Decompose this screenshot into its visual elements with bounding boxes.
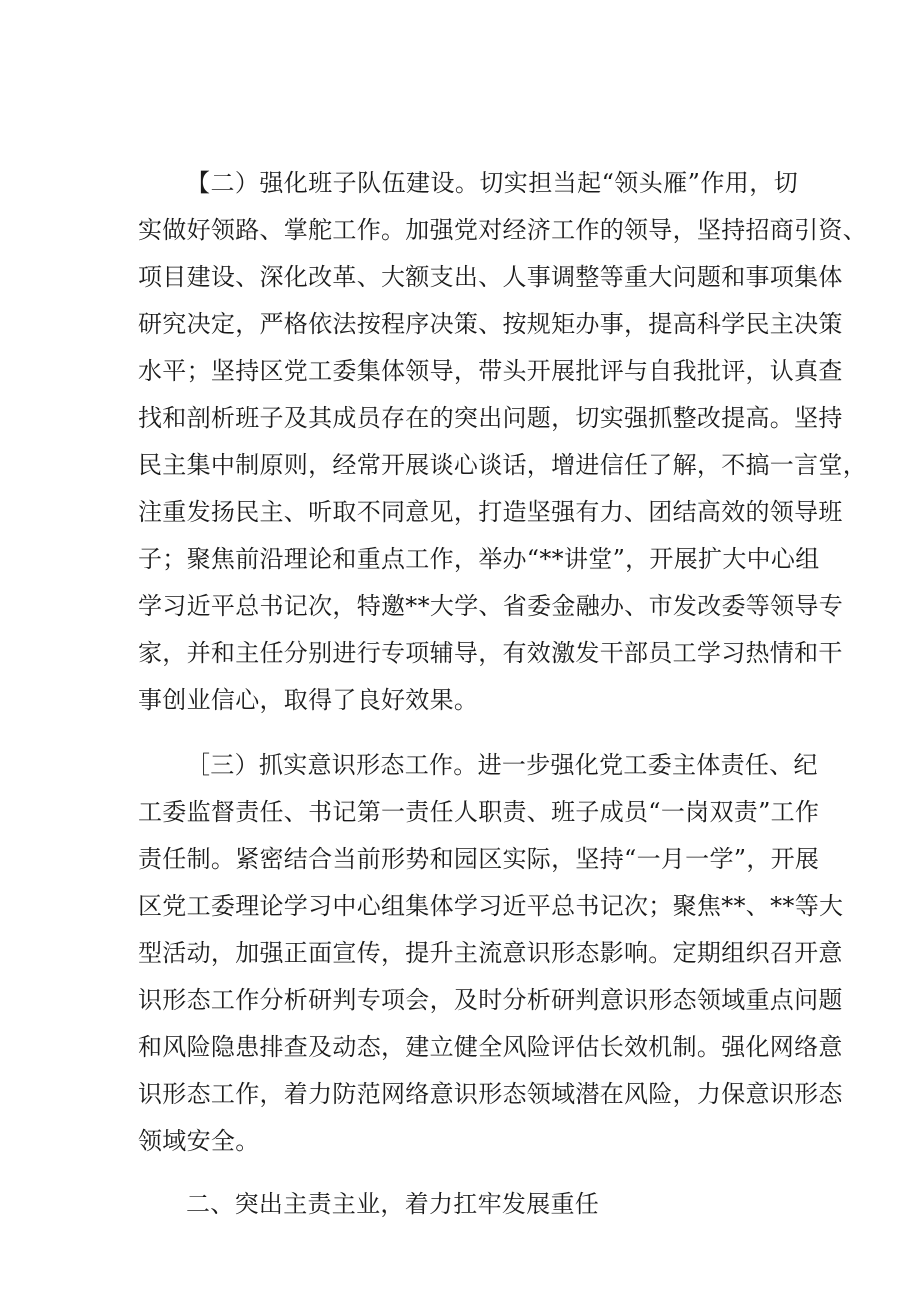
paragraph-line: 研究决定，严格依法按程序决策、按规矩办事，提高科学民主决策 — [138, 310, 843, 338]
paragraph-line: 子；聚焦前沿理论和重点工作，举办“**讲堂”，开展扩大中心组 — [138, 545, 820, 573]
paragraph-line: 和风险隐患排查及动态，建立健全风险评估长效机制。强化网络意 — [138, 1033, 843, 1061]
paragraph-line: 学习近平总书记次，特邀**大学、省委金融办、市发改委等领导专 — [138, 592, 843, 620]
paragraph-line: 【二）强化班子队伍建设。切实担当起“领头雁”作用，切 — [186, 169, 798, 197]
paragraph-line: 注重发扬民主、听取不同意见，打造坚强有力、团结高效的领导班 — [138, 498, 843, 526]
paragraph-line: 民主集中制原则，经常开展谈心谈话，增进信任了解，不搞一言堂， — [138, 451, 867, 479]
paragraph-line: 工委监督责任、书记第一责任人职责、班子成员“一岗双责”工作 — [138, 798, 820, 826]
paragraph-line: 事创业信心，取得了良好效果。 — [138, 686, 479, 714]
paragraph-line: 型活动，加强正面宣传，提升主流意识形态影响。定期组织召开意 — [138, 939, 843, 967]
paragraph-line: 家，并和主任分别进行专项辅导，有效激发干部员工学习热情和干 — [138, 639, 843, 667]
section-heading: 二、突出主责主业，着力扛牢发展重任 — [186, 1190, 600, 1218]
paragraph-line: 实做好领路、掌舵工作。加强党对经济工作的领导，坚持招商引资、 — [138, 216, 867, 244]
paragraph-line: ［三）抓实意识形态工作。进一步强化党工委主体责任、纪 — [186, 751, 818, 779]
paragraph-line: 找和剖析班子及其成员存在的突出问题，切实强抓整改提高。坚持 — [138, 404, 843, 432]
paragraph-line: 识形态工作，着力防范网络意识形态领域潜在风险，力保意识形态 — [138, 1080, 843, 1108]
paragraph-line: 责任制。紧密结合当前形势和园区实际，坚持“一月一学”，开展 — [138, 845, 820, 873]
paragraph-line: 水平；坚持区党工委集体领导，带头开展批评与自我批评，认真查 — [138, 357, 843, 385]
paragraph-line: 区党工委理论学习中心组集体学习近平总书记次；聚焦**、**等大 — [138, 892, 844, 920]
paragraph-line: 领域安全。 — [138, 1127, 260, 1155]
paragraph-line: 识形态工作分析研判专项会，及时分析研判意识形态领域重点问题 — [138, 986, 843, 1014]
paragraph-line: 项目建设、深化改革、大额支出、人事调整等重大问题和事项集体 — [138, 263, 843, 291]
